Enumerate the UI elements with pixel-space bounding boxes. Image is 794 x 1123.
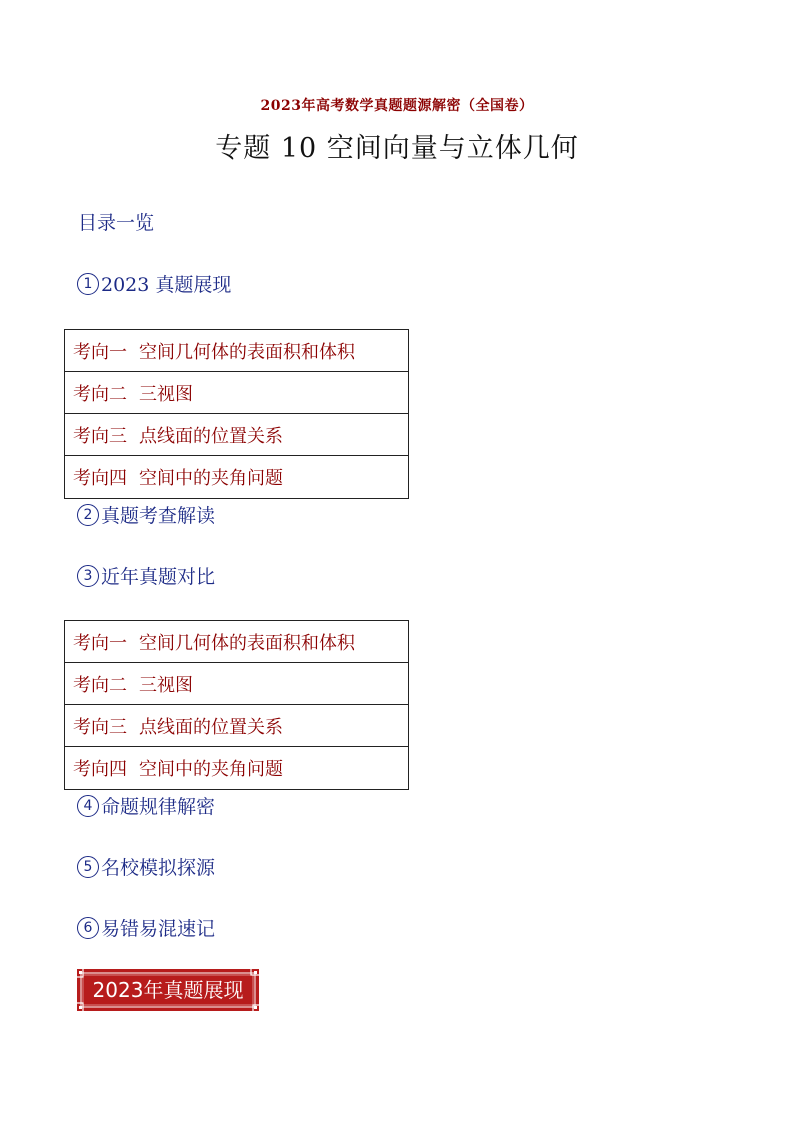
topic-text: 点线面的位置关系 [139,425,283,447]
topic-text: 空间几何体的表面积和体积 [139,341,355,363]
topic-text: 三视图 [139,383,193,405]
topic-row[interactable] [65,414,408,456]
toc-section-4[interactable] [77,792,215,819]
topic-row[interactable] [65,663,408,705]
topic-row[interactable] [65,705,408,747]
topic-tag: 考向四 [73,468,127,489]
topic-row[interactable] [65,330,408,372]
topic-table-1 [64,329,409,499]
topic-text: 空间中的夹角问题 [139,468,283,489]
circled-number: 4 [77,795,99,817]
topic-row[interactable] [65,621,408,663]
document-subtitle: 2023年高考数学真题题源解密（全国卷） [260,98,534,114]
toc-section-label: 2023 真题展现 [101,274,232,296]
topic-table-2 [64,620,409,790]
circled-number: 3 [77,565,99,587]
toc-heading: 目录一览 [78,212,155,234]
topic-tag: 考向四 [73,759,127,780]
toc-section-6[interactable] [77,914,215,941]
toc-section-label: 名校模拟探源 [101,857,216,879]
section-banner [77,969,259,1011]
topic-tag: 考向三 [73,425,127,447]
toc-section-1[interactable] [77,270,231,297]
circled-number: 2 [77,504,99,526]
banner-text: 2023年真题展现 [92,978,244,1002]
toc-section-label: 易错易混速记 [101,918,216,940]
circled-number: 1 [77,273,99,295]
topic-tag: 考向三 [73,716,127,738]
toc-section-label: 命题规律解密 [101,796,216,818]
topic-tag: 考向二 [73,674,127,696]
topic-tag: 考向二 [73,383,127,405]
topic-row[interactable] [65,747,408,789]
topic-text: 空间几何体的表面积和体积 [139,632,355,654]
document-title: 专题 10 空间向量与立体几何 [215,133,579,164]
circled-number: 5 [77,856,99,878]
topic-text: 三视图 [139,674,193,696]
topic-text: 点线面的位置关系 [139,716,283,738]
toc-section-5[interactable] [77,853,215,880]
toc-section-label: 真题考查解读 [101,505,216,527]
topic-tag: 考向一 [73,341,127,363]
toc-section-2[interactable] [77,501,215,528]
topic-row[interactable] [65,372,408,414]
circled-number: 6 [77,917,99,939]
topic-text: 空间中的夹角问题 [139,759,283,780]
toc-section-3[interactable] [77,562,215,589]
topic-row[interactable] [65,456,408,498]
topic-tag: 考向一 [73,632,127,654]
toc-section-label: 近年真题对比 [101,566,216,588]
